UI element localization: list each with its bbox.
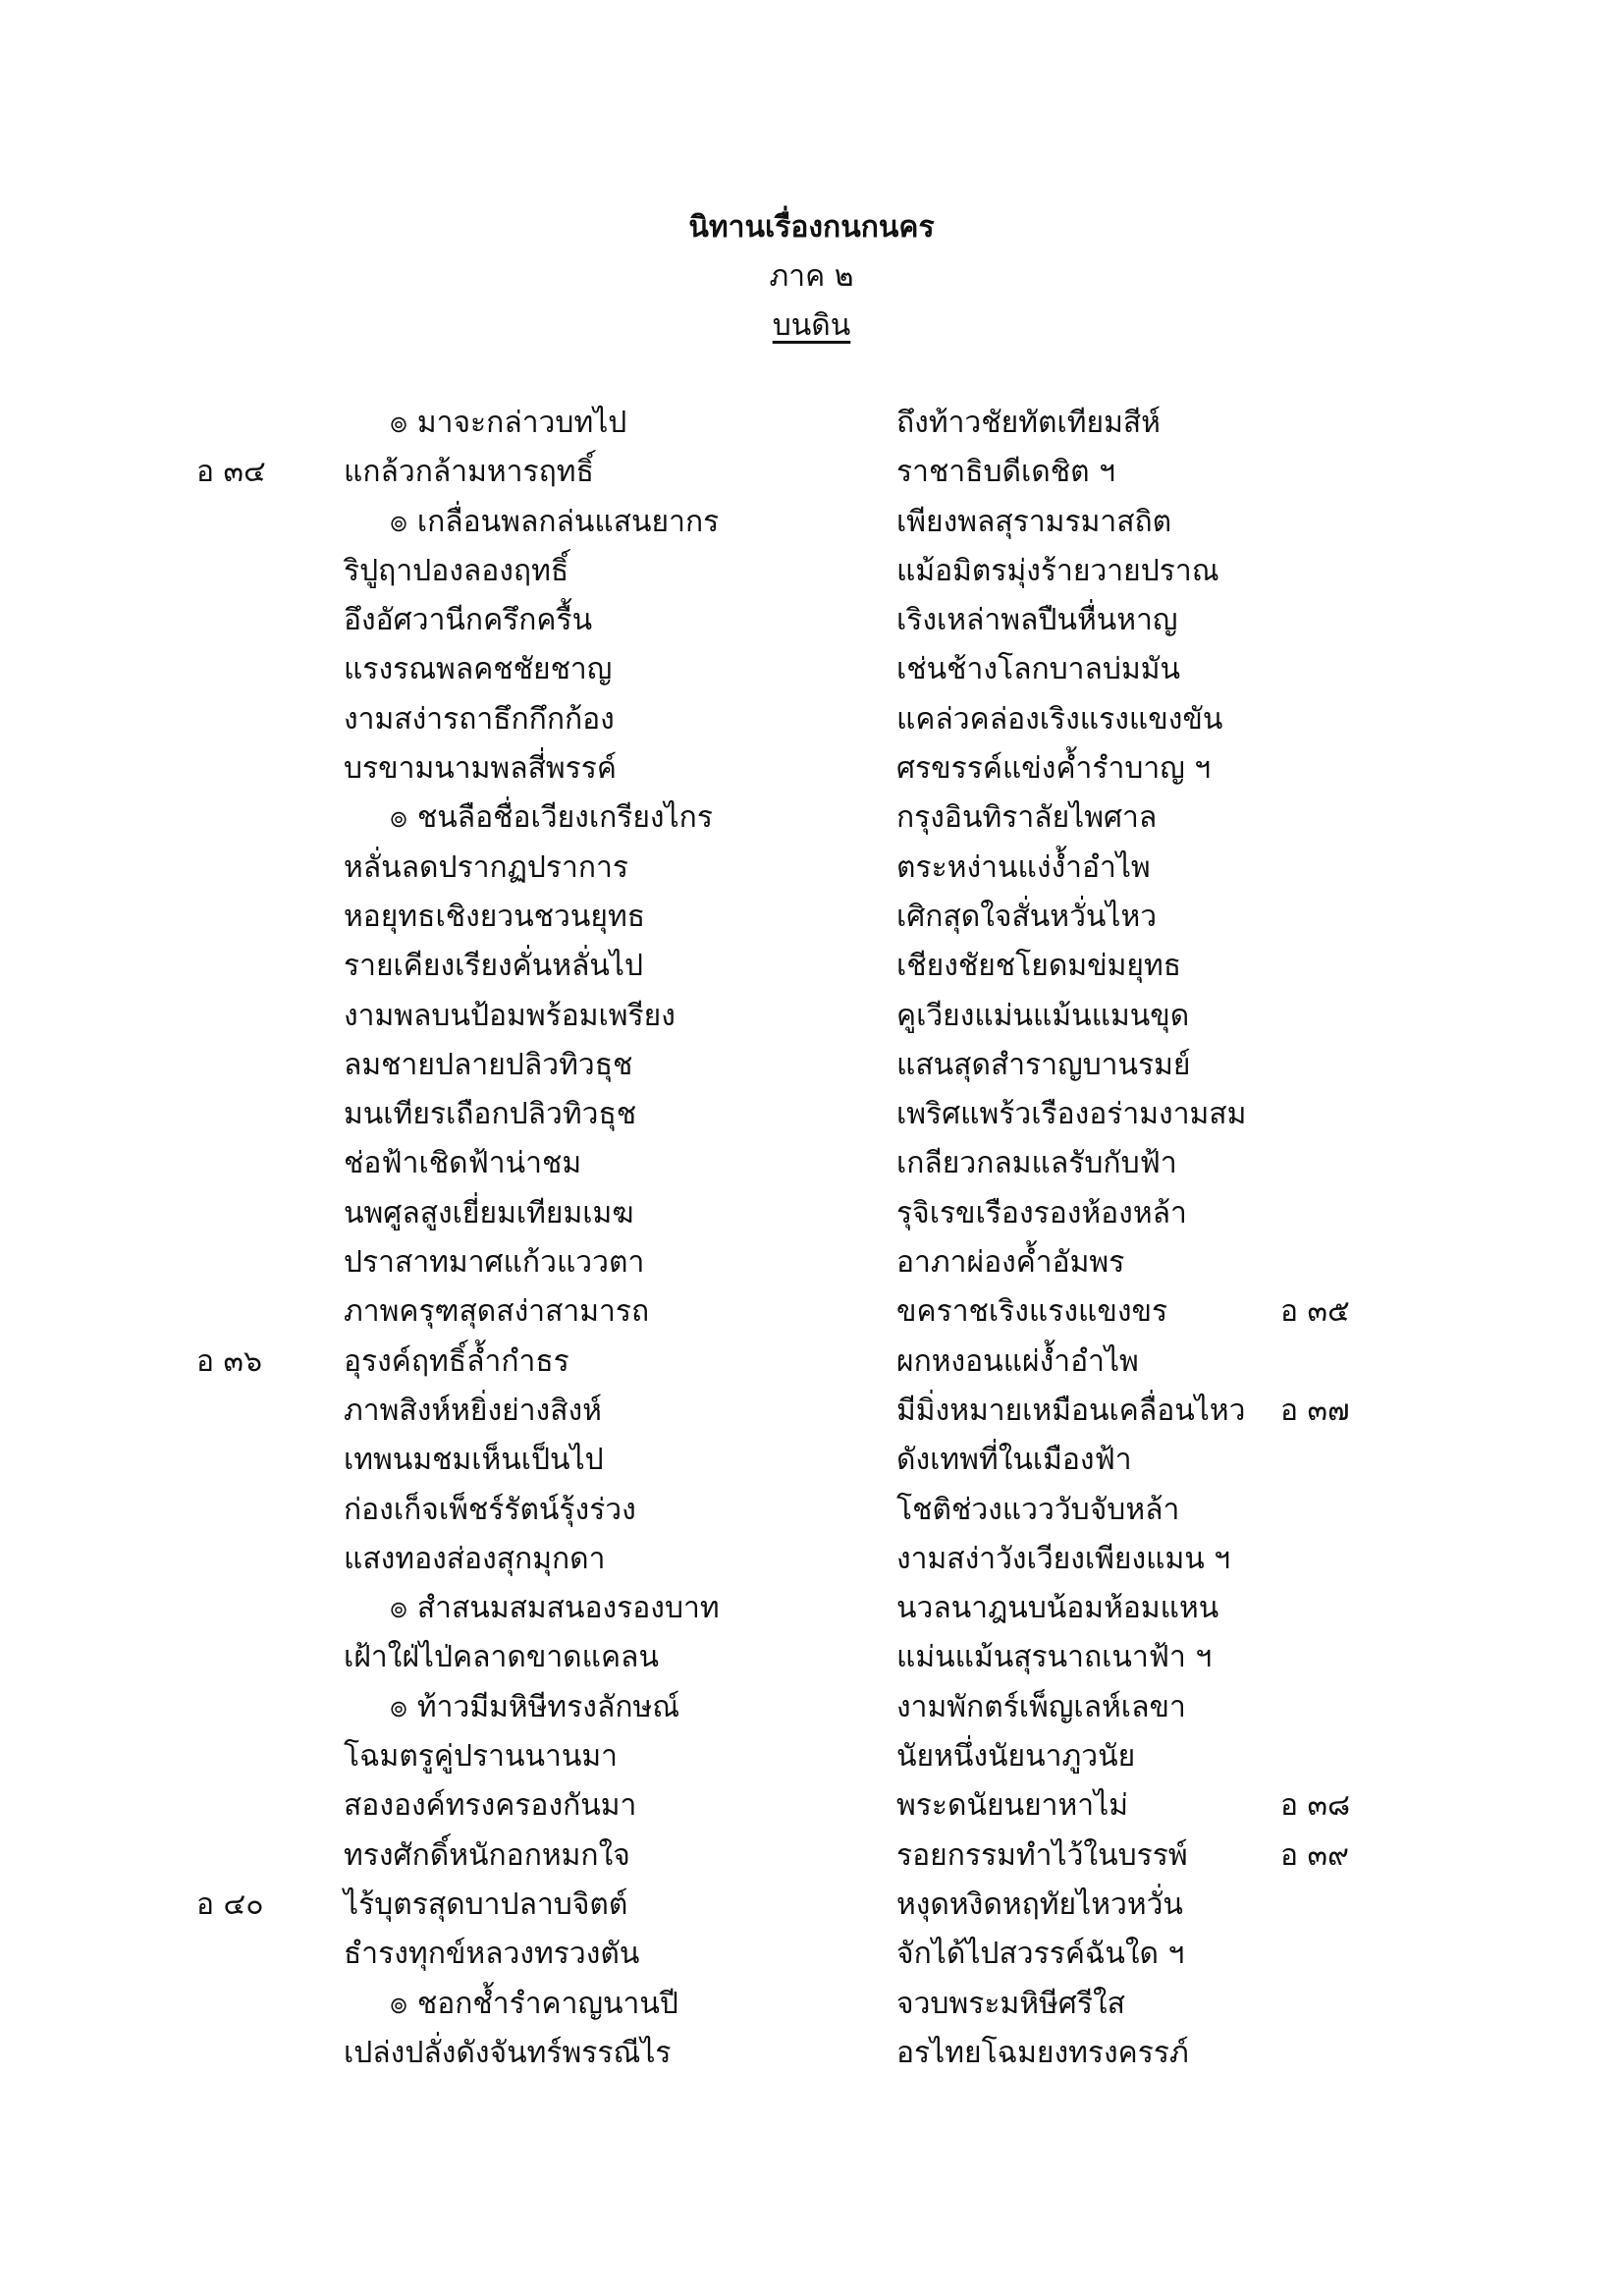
verse-second-half: เชียงชัยชโยดมข่มยุทธ (896, 949, 1182, 984)
verse-row (0, 1436, 1623, 1485)
verse-first-half: มนเทียรเถือกปลิวทิวธุช (344, 1097, 637, 1132)
verse-second-half: ศรขรรค์แข่งค้ำรำบาญ ฯ (896, 751, 1212, 787)
verse-row (0, 1387, 1623, 1436)
verse-first-half: ไร้บุตรสุดบาปลาบจิตต์ (344, 1886, 628, 1922)
verse-first-half: ลมชายปลายปลิวทิวธุช (344, 1047, 633, 1082)
verse-row (0, 844, 1623, 893)
verse-row (0, 1041, 1623, 1090)
verse-first-half: ๏ ชนลือชื่อเวียงเกรียงไกร (390, 800, 713, 836)
verse-first-half: อึงอัศวานีกครึกครื้น (344, 603, 593, 638)
verse-second-half: เศิกสุดใจสั่นหวั่นไหว (896, 899, 1158, 934)
verse-row (0, 1189, 1623, 1238)
verse-second-half: เพียงพลสุรามรมาสถิต (896, 504, 1172, 539)
verse-first-half: ๏ ชอกช้ำรำคาญนานปี (390, 1986, 678, 2021)
verse-row (0, 1338, 1623, 1387)
verse-row (0, 744, 1623, 793)
verse-second-half: งามพักตร์เพ็ญเลห์เลขา (896, 1689, 1186, 1724)
right-margin-note: อ ๓๙ (1280, 1837, 1350, 1873)
verse-first-half: บรขามนามพลสี่พรรค์ (344, 751, 617, 787)
right-margin-note: อ ๓๗ (1280, 1393, 1350, 1428)
verse-row (0, 399, 1623, 448)
verse-first-half: รายเคียงเรียงคั่นหลั่นไป (344, 949, 644, 984)
page-title: นิทานเรื่องกนกนคร (688, 210, 935, 245)
verse-first-half: เทพนมชมเห็นเป็นไป (344, 1443, 604, 1478)
verse-first-half: ธำรงทุกข์หลวงทรวงตัน (344, 1937, 640, 1972)
verse-first-half: ๏ เกลื่อนพลกล่นแสนยากร (390, 504, 720, 539)
verse-first-half: สององค์ทรงครองกันมา (344, 1788, 637, 1824)
left-margin-note: อ ๓๖ (196, 1343, 263, 1379)
verse-first-half: ภาพครุฑสุดสง่าสามารถ (344, 1294, 650, 1330)
verse-second-half: เริงเหล่าพลปืนหื่นหาญ (896, 603, 1178, 638)
section-heading (0, 306, 1623, 346)
verse-first-half: ทรงศักดิ์หนักอกหมกใจ (344, 1837, 630, 1873)
verse-first-half: แรงรณพลคชชัยชาญ (344, 652, 613, 687)
verse-row (0, 1287, 1623, 1337)
verse-second-half: จวบพระมหิษีศรีใส (896, 1986, 1125, 2021)
part-heading: ภาค ๒ (769, 259, 854, 294)
verse-row (0, 1930, 1623, 1979)
verse-first-half: ริปูฤาปองลองฤทธิ์ (344, 553, 569, 588)
verse-first-half: เฝ้าใฝ่ไป่คลาดขาดแคลน (344, 1640, 659, 1675)
verse-second-half: เพริศแพร้วเรืองอร่ามงามสม (896, 1097, 1247, 1132)
verse-second-half: รุจิเรขเรืองรองห้องหล้า (896, 1195, 1187, 1230)
verse-row (0, 1831, 1623, 1881)
verse-first-half: หอยุทธเชิงยวนชวนยุทธ (344, 899, 646, 934)
verse-row (0, 547, 1623, 596)
verse-row (0, 1881, 1623, 1930)
verse-second-half: ผกหงอนแผ่ง้ำอำไพ (896, 1343, 1139, 1379)
verse-row (0, 645, 1623, 694)
verse-row (0, 498, 1623, 547)
verse-second-half: จักได้ไปสวรรค์ฉันใด ฯ (896, 1937, 1185, 1972)
verse-first-half: โฉมตรูคู่ปรานนานมา (344, 1739, 618, 1775)
verse-second-half: ดังเทพที่ในเมืองฟ้า (896, 1443, 1132, 1478)
verse-first-half: นพศูลสูงเยี่ยมเทียมเมฆ (344, 1195, 634, 1230)
verse-second-half: ตระหง่านแง่ง้ำอำไพ (896, 849, 1151, 885)
verse-first-half: ปราสาทมาศแก้วแววตา (344, 1245, 645, 1281)
verse-row (0, 596, 1623, 645)
verse-row (0, 1238, 1623, 1287)
left-margin-note: อ ๔๐ (196, 1886, 264, 1922)
verse-second-half: แม้อมิตรมุ่งร้ายวายปราณ (896, 553, 1219, 588)
verse-row (0, 1732, 1623, 1781)
verse-first-half: เปล่งปลั่งดังจันทร์พรรณีไร (344, 2035, 672, 2070)
verse-second-half: คูเวียงแม่นแม้นแมนขุด (896, 998, 1190, 1033)
verse-list (0, 399, 1623, 2078)
verse-second-half: งามสง่าวังเวียงเพียงแมน ฯ (896, 1541, 1231, 1576)
verse-second-half: อรไทยโฉมยงทรงครรภ์ (896, 2035, 1189, 2070)
verse-second-half: รอยกรรมทำไว้ในบรรพ์ (896, 1837, 1188, 1873)
verse-first-half: ก่องเก็จเพ็ชร์รัตน์รุ้งร่วง (344, 1492, 636, 1527)
verse-second-half: มีมิ่งหมายเหมือนเคลื่อนไหว (896, 1393, 1246, 1428)
verse-row (0, 448, 1623, 497)
right-margin-note: อ ๓๕ (1280, 1294, 1350, 1330)
left-margin-note: อ ๓๔ (196, 455, 266, 490)
right-margin-note: อ ๓๘ (1280, 1788, 1351, 1824)
verse-row (0, 1683, 1623, 1732)
verse-first-half: แกล้วกล้ามหารฤทธิ์ (344, 455, 594, 490)
verse-second-half: แคล่วคล่องเริงแรงแขงขัน (896, 701, 1223, 737)
verse-first-half: งามพลบนป้อมพร้อมเพรียง (344, 998, 676, 1033)
verse-first-half: งามสง่ารถาธึกกึกก้อง (344, 701, 615, 737)
verse-row (0, 1486, 1623, 1535)
verse-first-half: อุรงค์ฤทธิ์ล้ำกำธร (344, 1343, 569, 1379)
verse-second-half: ถึงท้าวชัยทัตเทียมสีห์ (896, 406, 1161, 440)
verse-second-half: แสนสุดสำราญบานรมย์ (896, 1047, 1191, 1082)
verse-second-half: หงุดหงิดหฤทัยไหวหวั่น (896, 1886, 1183, 1922)
verse-second-half: เกลียวกลมแลรับกับฟ้า (896, 1146, 1177, 1181)
verse-row (0, 1090, 1623, 1139)
verse-second-half: พระดนัยนยาหาไม่ (896, 1788, 1128, 1824)
verse-second-half: โชติช่วงแวววับจับหล้า (896, 1492, 1180, 1527)
section-heading-text: บนดิน (772, 308, 851, 343)
verse-row (0, 893, 1623, 942)
verse-second-half: แม่นแม้นสุรนาถเนาฟ้า ฯ (896, 1640, 1213, 1675)
verse-first-half: ภาพสิงห์หยิ่งย่างสิงห์ (344, 1393, 602, 1428)
verse-second-half: กรุงอินทิราลัยไพศาล (896, 800, 1158, 836)
verse-first-half: ๏ สำสนมสมสนองรองบาท (390, 1591, 720, 1626)
verse-second-half: ราชาธิบดีเดชิต ฯ (896, 455, 1115, 490)
verse-first-half: แสงทองส่องสุกมุกดา (344, 1541, 606, 1576)
verse-row (0, 992, 1623, 1041)
verse-first-half: หลั่นลดปรากฏปราการ (344, 849, 628, 885)
verse-row (0, 2029, 1623, 2078)
verse-second-half: อาภาผ่องค้ำอัมพร (896, 1245, 1125, 1281)
verse-row (0, 1584, 1623, 1633)
verse-first-half: ๏ มาจะกล่าวบทไป (390, 406, 627, 440)
verse-second-half: เช่นช้างโลกบาลบ่มมัน (896, 652, 1181, 687)
verse-row (0, 1535, 1623, 1584)
verse-row (0, 1139, 1623, 1188)
verse-second-half: นวลนาฎนบน้อมห้อมแหน (896, 1591, 1219, 1626)
verse-first-half: ๏ ท้าวมีมหิษีทรงลักษณ์ (390, 1689, 680, 1724)
verse-second-half: ขคราชเริงแรงแขงขร (896, 1294, 1168, 1330)
verse-row (0, 793, 1623, 843)
verse-row (0, 1781, 1623, 1831)
verse-second-half: นัยหนึ่งนัยนาภูวนัย (896, 1739, 1136, 1775)
verse-row (0, 942, 1623, 991)
verse-row (0, 1633, 1623, 1682)
verse-row (0, 695, 1623, 744)
verse-row (0, 1980, 1623, 2029)
verse-first-half: ช่อฟ้าเชิดฟ้าน่าชม (344, 1146, 582, 1181)
